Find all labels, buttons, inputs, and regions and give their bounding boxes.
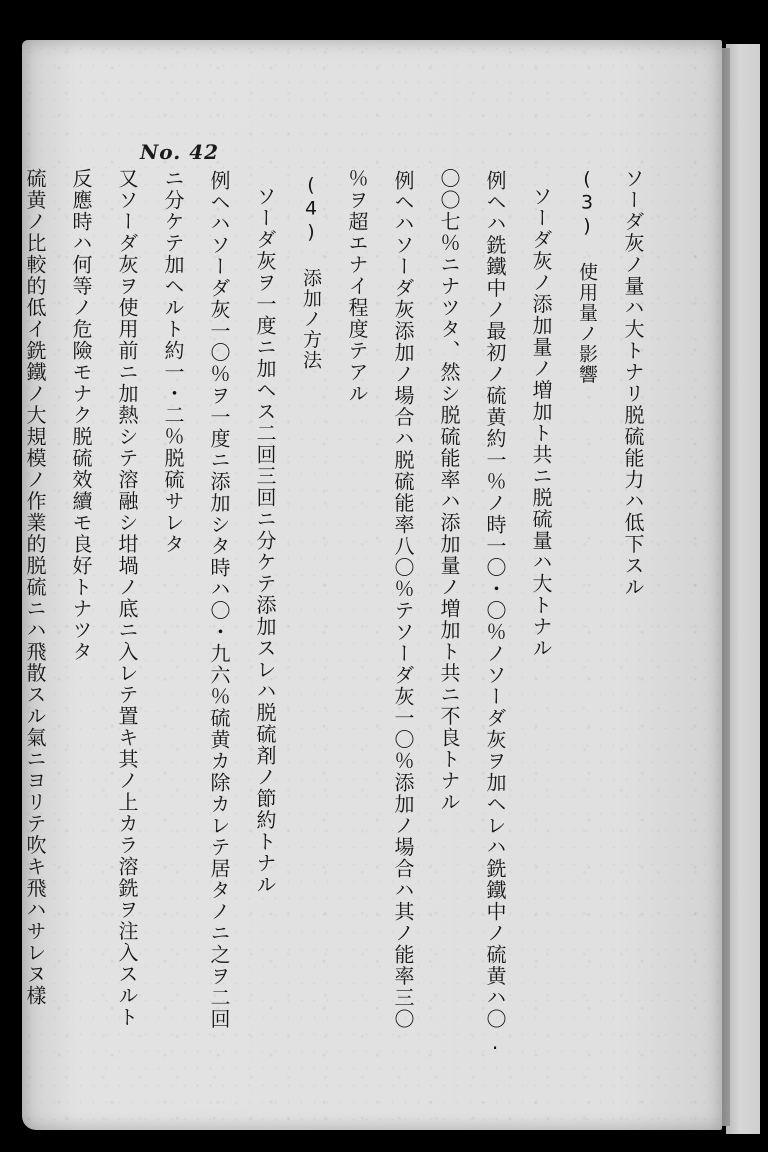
text-line-9: ソーダ灰ヲ一度ニ加ヘス二回三回ニ分ケテ添加スレハ脱硫剤ノ節約トナル bbox=[253, 186, 277, 896]
text-line-11: ニ分ケテ加ヘルト約一・二％脱硫サレタ bbox=[161, 168, 185, 555]
page-number: No. 42 bbox=[140, 140, 220, 164]
text-line-1: ソーダ灰ノ量ハ大トナリ脱硫能力ハ低下スル bbox=[621, 168, 645, 598]
text-line-6: 例ヘハソーダ灰添加ノ場合ハ脱硫能率八〇％テソーダ灰一〇％添加ノ場合ハ其ノ能率三〇 bbox=[391, 170, 415, 1030]
text-line-15 bbox=[0, 168, 12, 998]
section-heading-method: (4) 添加ノ方法 bbox=[300, 174, 322, 371]
text-line-12: 又ソーダ灰ヲ使用前ニ加熱シテ溶融シ坩堝ノ底ニ入レテ置キ其ノ上カラ溶銑ヲ注入スルト bbox=[115, 168, 139, 1028]
text-line-14: 硫黄ノ比較的低イ銑鐵ノ大規模ノ作業的脱硫ニハ飛散スル氣ニヨリテ吹キ飛ハサレヌ樣 bbox=[23, 168, 47, 1007]
text-line-3: ソーダ灰ノ添加量ノ増加ト共ニ脱硫量ハ大トナル bbox=[529, 186, 553, 659]
text-line-4: 例ヘハ銑鐵中ノ最初ノ硫黄約一％ノ時一〇・〇％ノソーダ灰ヲ加ヘレハ銑鐵中ノ硫黄ハ〇. bbox=[483, 170, 507, 1056]
vertical-text-body bbox=[0, 168, 656, 1056]
text-line-5: 〇〇七％ニナツタ、然シ脱硫能率ハ添加量ノ増加ト共ニ不良トナル bbox=[437, 168, 461, 813]
text-line-13: 反應時ハ何等ノ危險モナク脱硫效續モ良好トナツタ bbox=[69, 168, 93, 663]
facing-page-edge bbox=[726, 44, 760, 1134]
section-heading-usage: (3) 使用量ノ影響 bbox=[576, 168, 598, 385]
text-line-10: 例ヘハソーダ灰一〇％ヲ一度ニ添加シタ時ハ〇・九六％硫黄カ除カレテ居タノニ之ヲ二回 bbox=[207, 170, 231, 1030]
text-line-7: ％ヲ超エナイ程度テアル bbox=[345, 168, 369, 405]
